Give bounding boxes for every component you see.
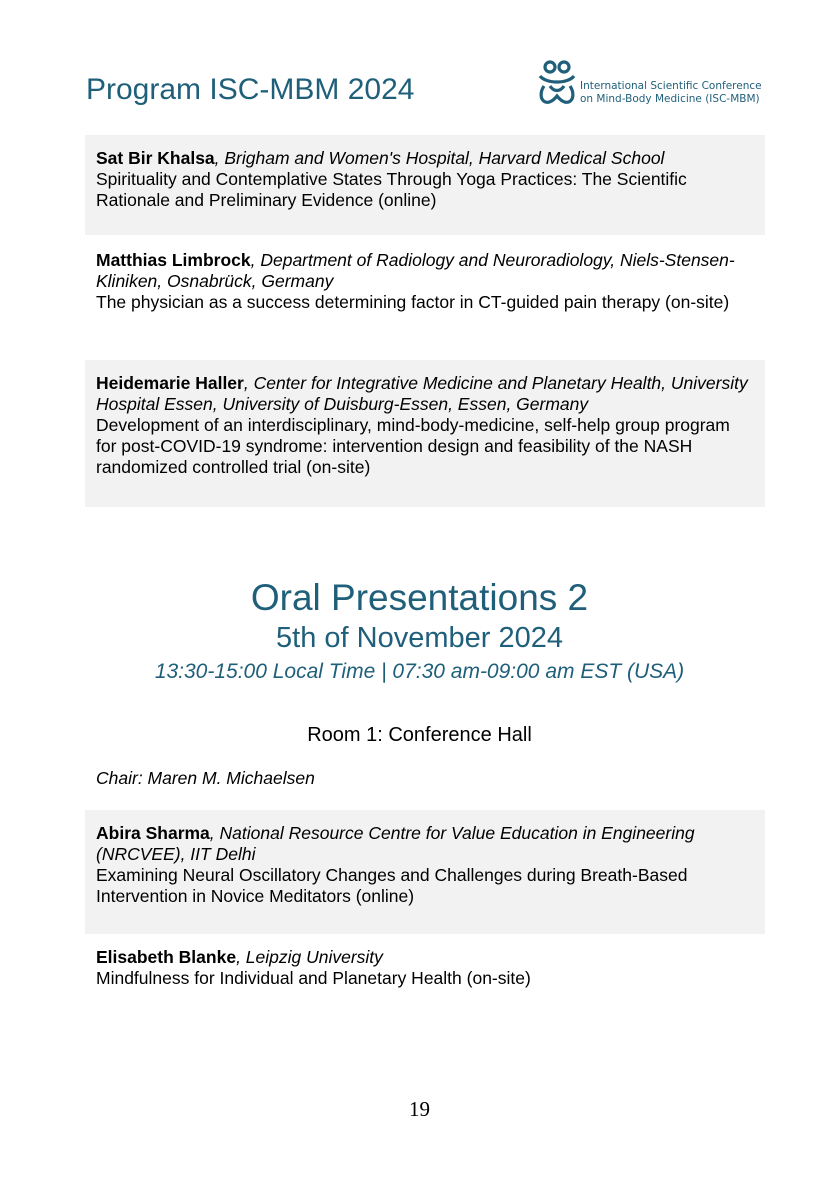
presenter-name: Matthias Limbrock xyxy=(96,250,251,270)
presentation-title: The physician as a success determining factor in CT-guided pain therapy (on-site) xyxy=(96,292,730,312)
page-title: Program ISC-MBM 2024 xyxy=(86,73,415,106)
presentation-entry xyxy=(85,135,765,235)
presentation-entry xyxy=(85,360,765,507)
presentation-title: Development of an interdisciplinary, mind-body-medicine, self-help group program for post-COVID-19 syndrome: intervention design and feasibility of the NASH randomized controlled trial (on-site) xyxy=(96,415,730,477)
presentation-title: Examining Neural Oscillatory Changes and Challenges during Breath-Based Intervention in Novice Meditators (online) xyxy=(96,865,688,906)
session-title: Oral Presentations 2 xyxy=(250,577,589,618)
session-room: Room 1: Conference Hall xyxy=(307,724,532,746)
presentation-entry xyxy=(85,237,765,357)
presenter-affiliation: , Center for Integrative Medicine and Planetary Health, University Hospital Essen, University of Duisburg-Essen, Essen, Germany xyxy=(96,373,748,414)
presenter-affiliation: , Leipzig University xyxy=(236,947,383,967)
presenter-name: Elisabeth Blanke xyxy=(96,947,237,967)
session-time: 13:30-15:00 Local Time | 07:30 am-09:00 am EST (USA) xyxy=(154,660,685,683)
presenter-name: Heidemarie Haller xyxy=(96,373,244,393)
presentation-entry xyxy=(85,810,765,934)
page-number: 19 xyxy=(409,1097,430,1121)
session-date: 5th of November 2024 xyxy=(276,622,563,654)
session-chair: Chair: Maren M. Michaelsen xyxy=(96,768,315,788)
logo-text xyxy=(580,80,762,106)
presenter-affiliation: , Brigham and Women's Hospital, Harvard Medical School xyxy=(214,148,665,168)
presenter-affiliation: , National Resource Centre for Value Education in Engineering (NRCVEE), IIT Delhi xyxy=(96,823,695,864)
presenter-name: Sat Bir Khalsa xyxy=(96,148,215,168)
logo-line-1: International Scientific Conference xyxy=(580,80,762,92)
presenter-name: Abira Sharma xyxy=(96,823,210,843)
logo-line-2: on Mind-Body Medicine (ISC-MBM) xyxy=(580,93,760,105)
presentation-entry xyxy=(85,934,765,1004)
presenter-affiliation: , Department of Radiology and Neuroradiology, Niels-Stensen-Kliniken, Osnabrück, Germany xyxy=(96,250,735,291)
presentation-title: Mindfulness for Individual and Planetary Health (on-site) xyxy=(96,968,531,988)
presentation-title: Spirituality and Contemplative States Through Yoga Practices: The Scientific Rationale and Preliminary Evidence (online) xyxy=(96,169,687,210)
